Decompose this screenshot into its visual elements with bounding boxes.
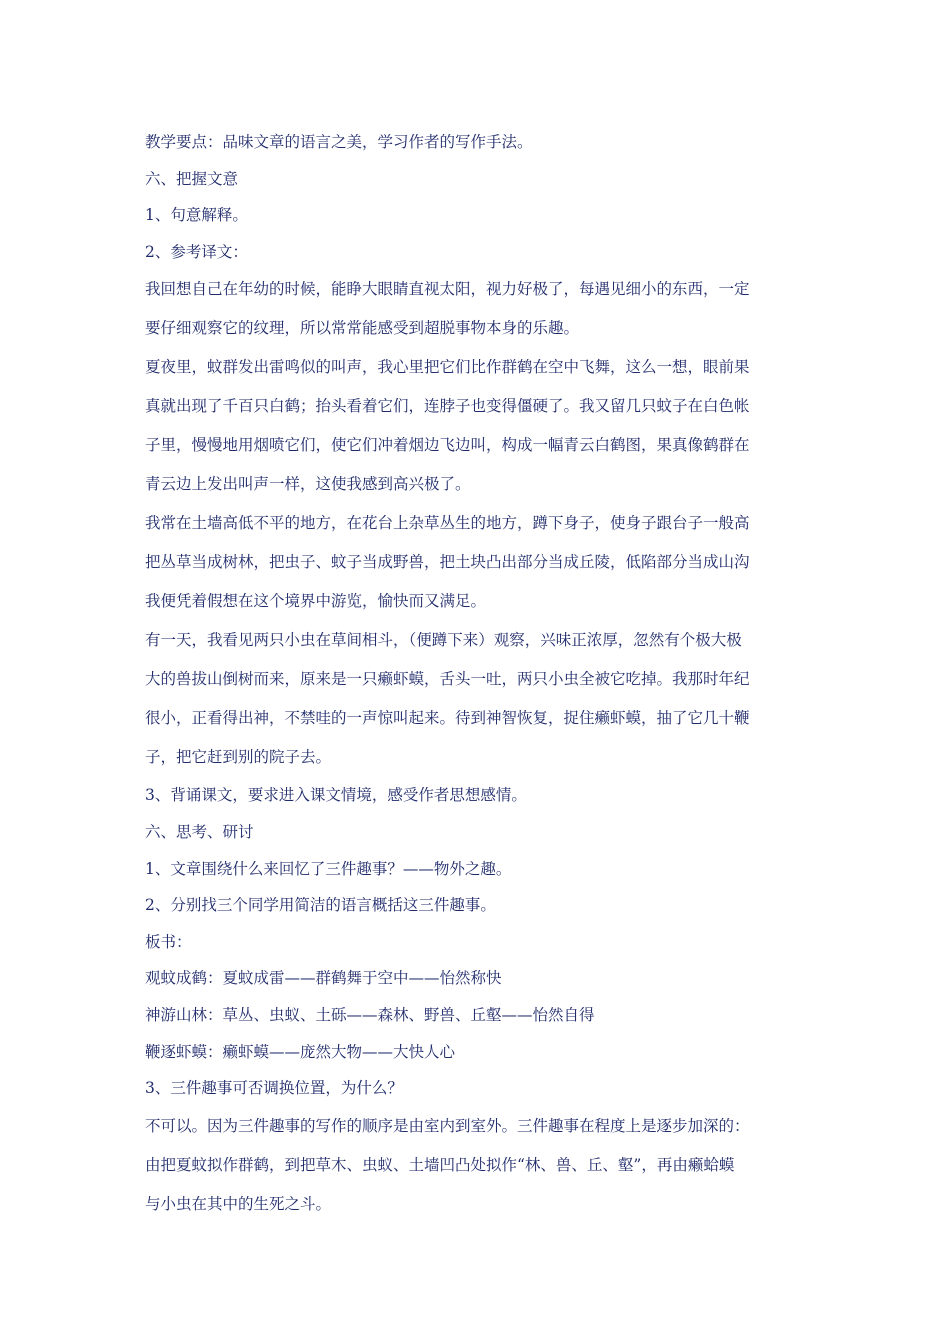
translation-paragraph-2 (145, 348, 815, 504)
paragraph-line: 由把夏蚊拟作群鹤，到把草木、虫蚁、土墙凹凸处拟作“林、兽、丘、壑”，再由癞蛤蟆 (145, 1155, 735, 1174)
paragraph-line: 把丛草当成树林，把虫子、蚊子当成野兽，把土块凸出部分当成丘陵，低陷部分当成山沟 (145, 553, 750, 572)
item-reference-translation: 2、参考译文： (145, 242, 248, 261)
paragraph-line: 夏夜里，蚊群发出雷鸣似的叫声，我心里把它们比作群鹤在空中飞舞，这么一想，眼前果 (145, 358, 750, 377)
question-1: 1、文章围绕什么来回忆了三件趣事？——物外之趣。 (145, 859, 512, 878)
document-body (145, 124, 815, 1224)
paragraph-line: 青云边上发出叫声一样，这使我感到高兴极了。 (145, 475, 471, 494)
paragraph-line: 我回想自己在年幼的时候，能睁大眼睛直视太阳，视力好极了，每遇见细小的东西，一定 (145, 280, 750, 299)
paragraph-line: 大的兽拔山倒树而来，原来是一只癞虾蟆，舌头一吐，两只小虫全被它吃掉。我那时年纪 (145, 670, 750, 689)
paragraph-line: 我常在土墙高低不平的地方，在花台上杂草丛生的地方，蹲下身子，使身子跟台子一般高 (145, 514, 750, 533)
paragraph-line: 要仔细观察它的纹理，所以常常能感受到超脱事物本身的乐趣。 (145, 319, 580, 338)
paragraph-line: 不可以。因为三件趣事的写作的顺序是由室内到室外。三件趣事在程度上是逐步加深的： (145, 1116, 750, 1135)
board-line-whip-toad: 鞭逐虾蟆：癞虾蟆——庞然大物——大快人心 (145, 1042, 456, 1061)
section-heading-discussion: 六、思考、研讨 (145, 822, 254, 841)
paragraph-line: 与小虫在其中的生死之斗。 (145, 1194, 332, 1213)
paragraph-line: 我便凭着假想在这个境界中游览，愉快而又满足。 (145, 592, 487, 611)
paragraph-line: 很小，正看得出神，不禁哇的一声惊叫起来。待到神智恢复，捉住癞虾蟆，抽了它几十鞭 (145, 709, 750, 728)
translation-paragraph-1 (145, 270, 815, 348)
teaching-focus: 教学要点：品味文章的语言之美，学习作者的写作手法。 (145, 133, 533, 151)
board-label: 板书： (145, 932, 192, 951)
board-line-mountain-forest: 神游山林：草丛、虫蚁、土砾——森林、野兽、丘壑——怡然自得 (145, 1005, 595, 1024)
translation-paragraph-3 (145, 504, 815, 621)
question-3: 3、三件趣事可否调换位置，为什么？ (145, 1079, 403, 1098)
item-sentence-explanation: 1、句意解释。 (145, 206, 248, 225)
item-recite-text: 3、背诵课文，要求进入课文情境，感受作者思想感情。 (145, 786, 527, 805)
paragraph-line: 子，把它赶到别的院子去。 (145, 748, 332, 767)
answer-paragraph (145, 1107, 815, 1224)
translation-paragraph-4 (145, 621, 815, 777)
paragraph-line: 子里，慢慢地用烟喷它们，使它们冲着烟边飞边叫，构成一幅青云白鹤图，果真像鹤群在 (145, 436, 750, 455)
paragraph-line: 有一天，我看见两只小虫在草间相斗，（便蹲下来）观察，兴味正浓厚，忽然有个极大极 (145, 631, 742, 650)
section-heading-grasp-meaning: 六、把握文意 (145, 169, 239, 188)
question-2: 2、分别找三个同学用简洁的语言概括这三件趣事。 (145, 896, 496, 915)
board-line-mosquito-cranes: 观蚊成鹤：夏蚊成雷——群鹤舞于空中——怡然称快 (145, 969, 502, 988)
paragraph-line: 真就出现了千百只白鹤；抬头看着它们，连脖子也变得僵硬了。我又留几只蚊子在白色帐 (145, 397, 750, 416)
